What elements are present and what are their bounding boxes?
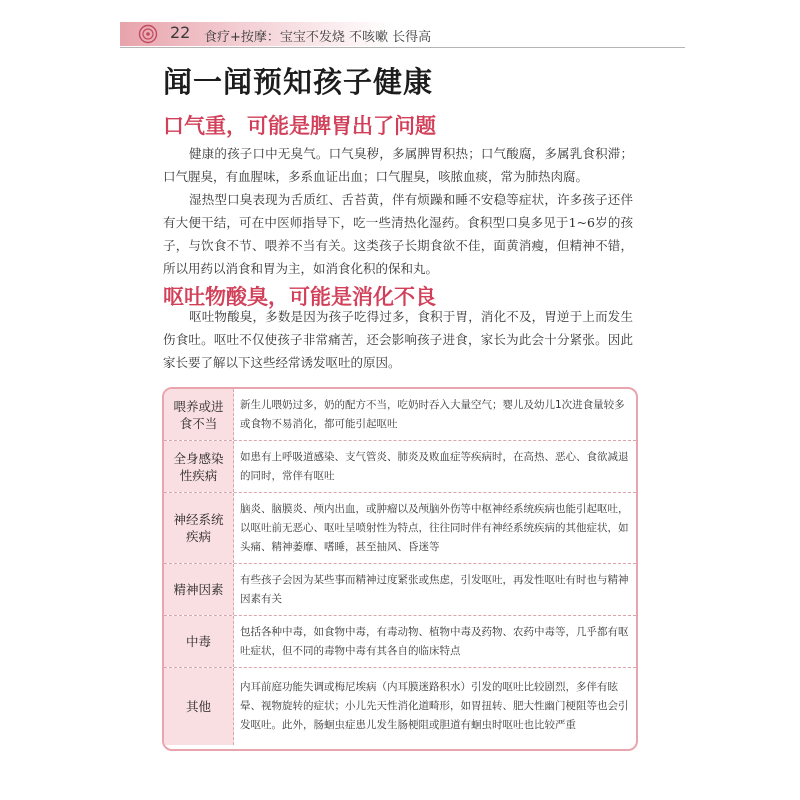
section2-body [163,305,633,374]
vomiting-causes-table [162,387,638,751]
header-rule [120,47,685,48]
row-description: 新生儿喂奶过多，奶的配方不当，吃奶时吞入大量空气；婴儿及幼儿1次进食量较多或食物不易消化，都可能引起呕吐 [240,398,625,430]
table-row [164,616,636,668]
paragraph: 健康的孩子口中无臭气。口气臭秽，多属脾胃积热；口气酸腐，多属乳食积滞；口气腥臭，有血腥味，多系血证出血；口气腥臭，咳脓血痰，常为肺热肉腐。 [163,146,633,184]
row-header: 其他 [164,668,234,745]
paragraph: 湿热型口臭表现为舌质红、舌苔黄，伴有烦躁和睡不安稳等症状，许多孩子还伴有大便干结，可在中医师指导下，吃一些清热化湿药。食积型口臭多见于1~6岁的孩子，与饮食不节、喂养不当有关。这类孩子长期食欲不佳，面黄消瘦，但精神不错，所以用药以消食和胃为主，如消食化积的保和丸。 [163,192,633,276]
section1-body [163,142,633,280]
row-description: 如患有上呼吸道感染、支气管炎、肺炎及败血症等疾病时，在高热、恶心、食欲减退的同时，常伴有呕吐 [240,450,629,482]
row-header: 喂养或进食不当 [164,389,234,440]
flower-swirl-icon [138,24,158,44]
section1-heading: 口气重，可能是脾胃出了问题 [163,114,436,138]
row-header: 精神因素 [164,564,234,615]
paragraph: 呕吐物酸臭，多数是因为孩子吃得过多，食积于胃，消化不及，胃逆于上而发生伤食吐。呕吐不仅使孩子非常痛苦，还会影响孩子进食，家长为此会十分紧张。因此家长要了解以下这些经常诱发呕吐的原因。 [163,309,633,370]
row-description: 包括各种中毒，如食物中毒，有毒动物、植物中毒及药物、农药中毒等，几乎都有呕吐症状，但不同的毒物中毒有其各自的临床特点 [240,625,629,657]
row-description: 有些孩子会因为某些事而精神过度紧张或焦虑，引发呕吐，再发性呕吐有时也与精神因素有关 [240,573,629,605]
table-row [164,441,636,493]
table-row [164,668,636,745]
page-header [120,20,685,48]
table-row [164,564,636,616]
page-number: 22 [170,23,191,42]
row-header: 神经系统疾病 [164,493,234,563]
table-row [164,493,636,564]
page-title: 闻一闻预知孩子健康 [163,65,434,99]
row-description: 内耳前庭功能失调或梅尼埃病（内耳膜迷路积水）引发的呕吐比较剧烈，多伴有眩晕、视物旋转的症状；小儿先天性消化道畸形，如胃扭转、肥大性幽门梗阻等也会引发呕吐。此外，肠蛔虫症患儿发生肠梗阻或胆道有蛔虫时呕吐也比较严重 [240,681,629,731]
section2-heading: 呕吐物酸臭，可能是消化不良 [163,285,436,309]
row-header: 中毒 [164,616,234,667]
row-description: 脑炎、脑膜炎、颅内出血，或肿瘤以及颅脑外伤等中枢神经系统疾病也能引起呕吐，以呕吐前无恶心、呕吐呈喷射性为特点，往往同时伴有神经系统疾病的其他症状，如头痛、精神萎靡、嗜睡，甚至抽风、昏迷等 [240,502,629,553]
table-row [164,389,636,441]
row-header: 全身感染性疾病 [164,441,234,492]
running-title: 食疗+按摩：宝宝不发烧 不咳嗽 长得高 [204,30,432,45]
